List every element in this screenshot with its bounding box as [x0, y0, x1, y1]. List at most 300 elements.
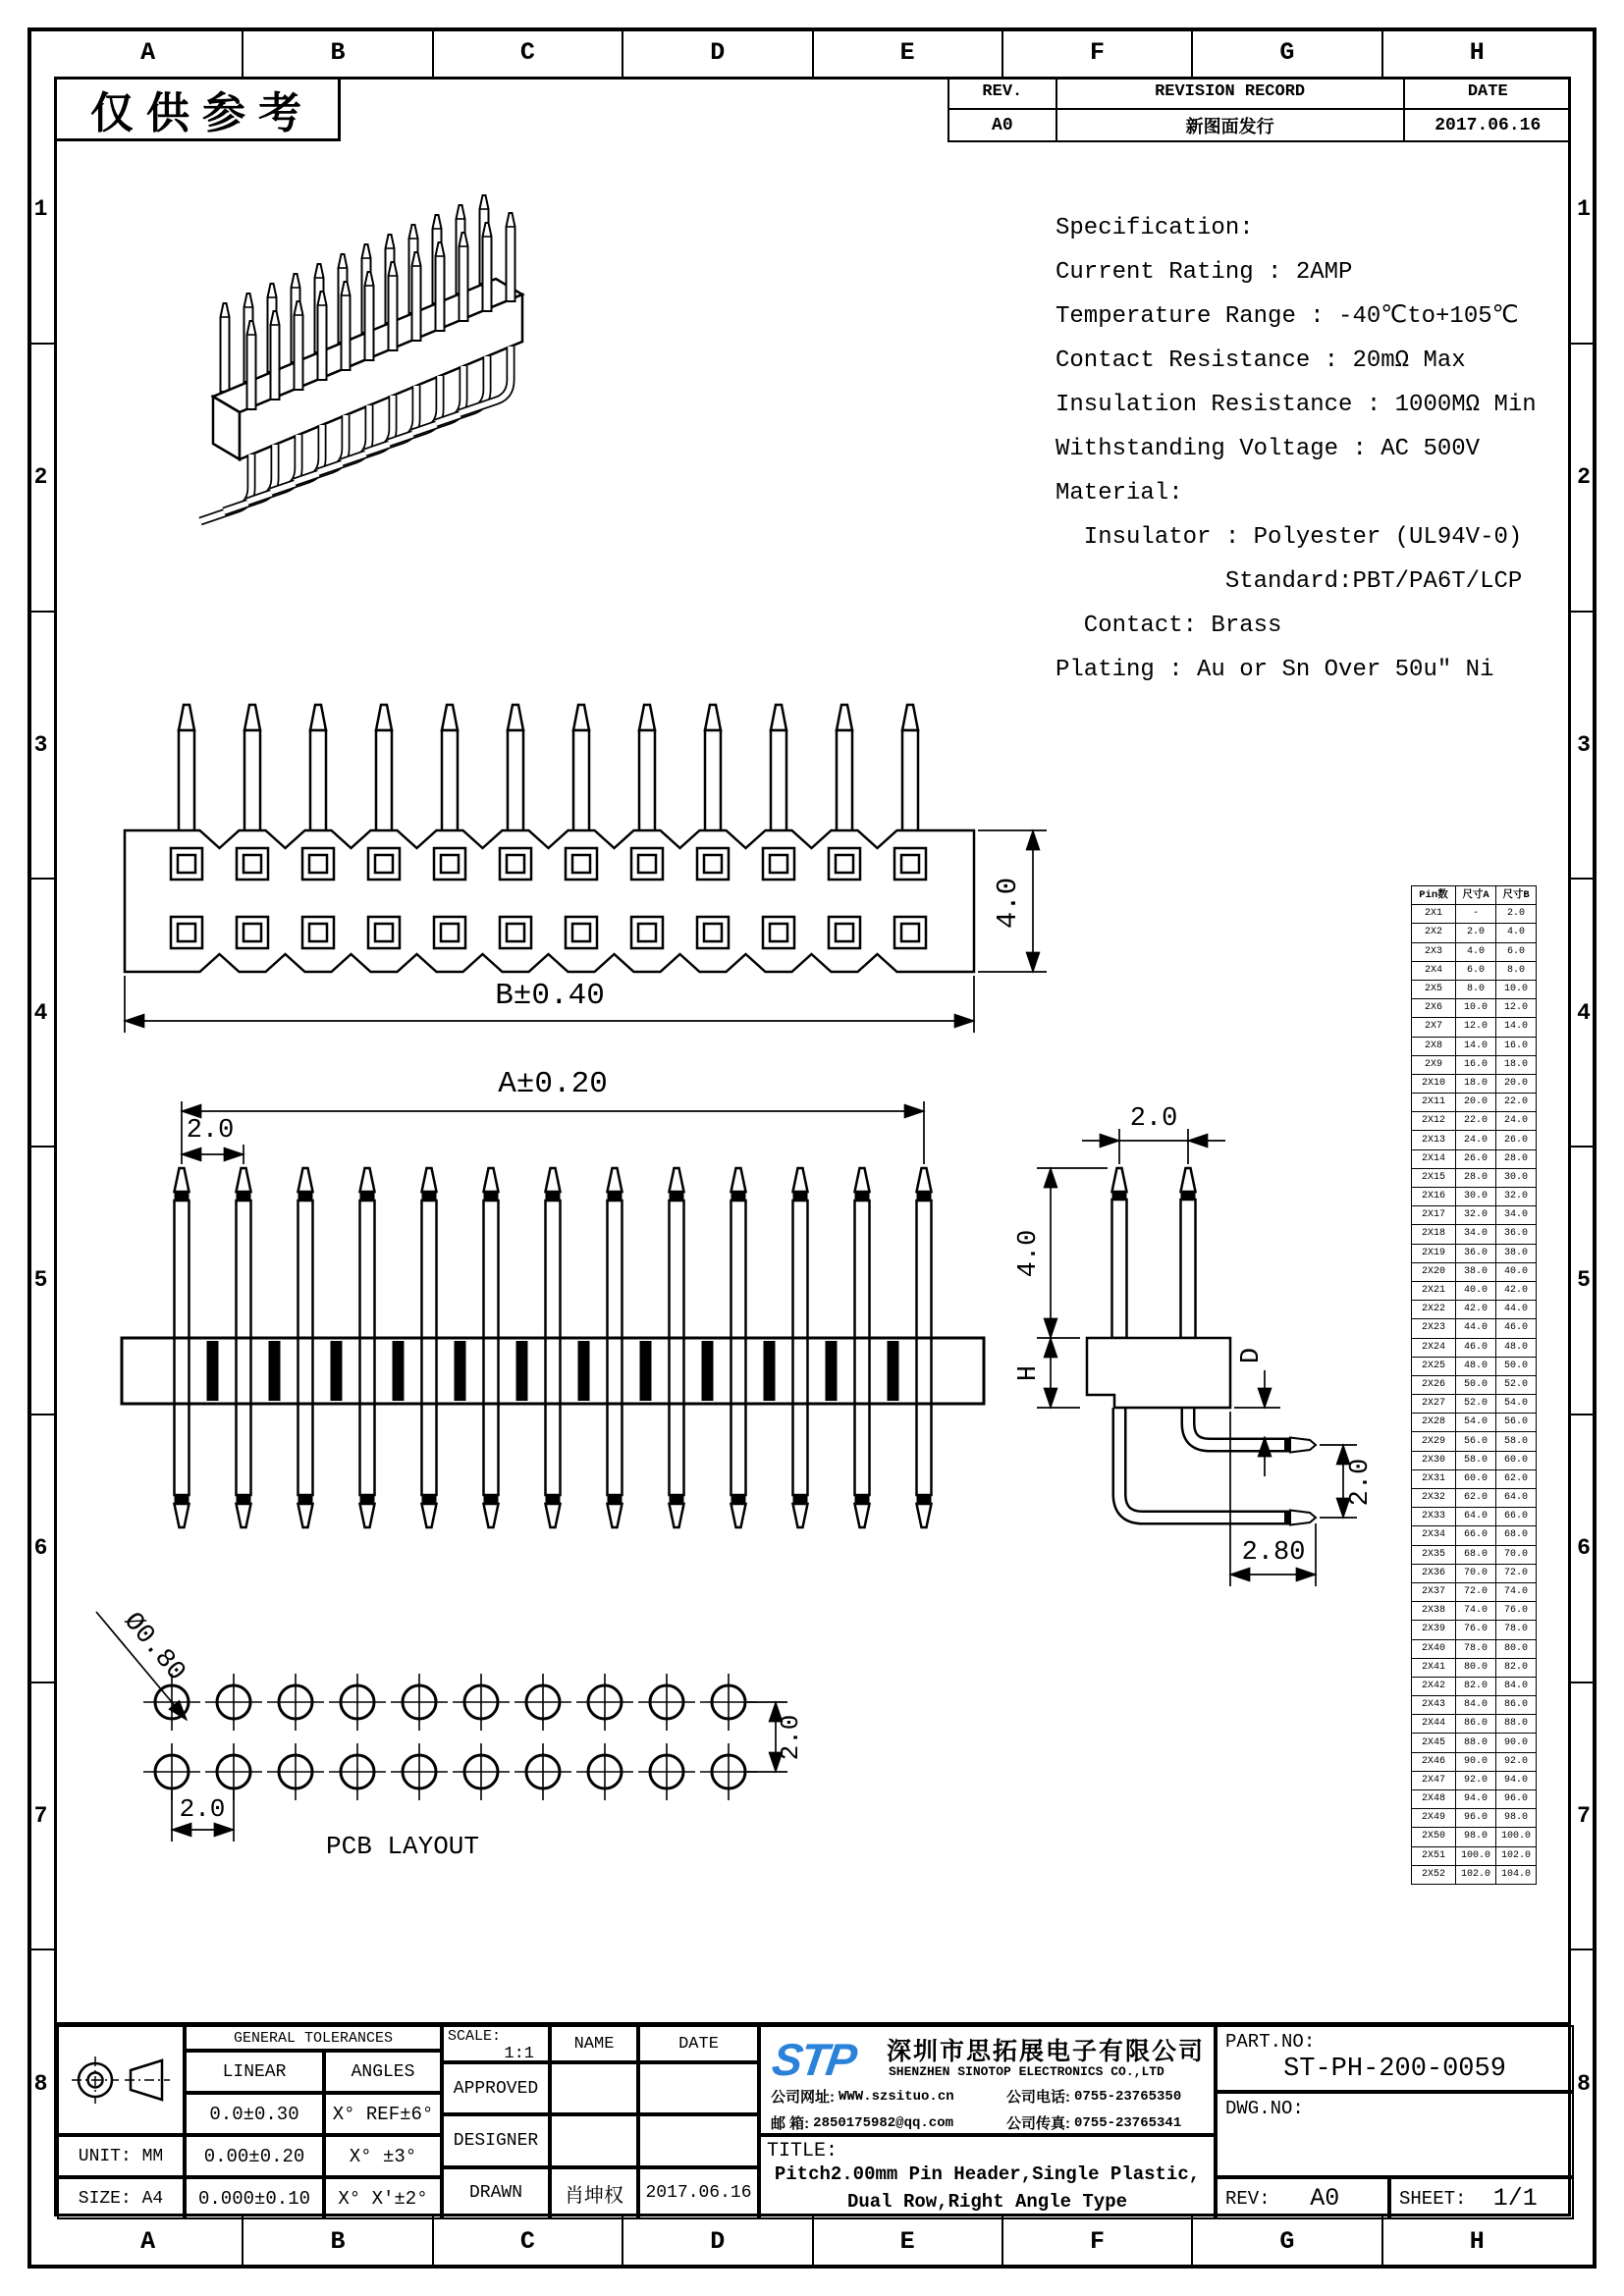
dim-b-cell: 86.0 [1496, 1696, 1537, 1715]
dim-b-cell: 72.0 [1496, 1564, 1537, 1582]
grid-col-label: A [54, 27, 244, 77]
pin-table-row [1412, 1074, 1537, 1093]
dim-side-row-gap: 2.0 [1346, 1458, 1376, 1507]
dim-a-cell: 96.0 [1456, 1809, 1496, 1828]
front-pin [508, 730, 523, 832]
pin-socket-inner [375, 924, 393, 941]
size-text: SIZE: A4 [78, 2188, 164, 2209]
pin-table-row [1412, 1206, 1537, 1225]
body-hatch [331, 1341, 343, 1401]
pin-count-cell: 2X4 [1412, 961, 1456, 980]
body-hatch [516, 1341, 528, 1401]
projection-symbol [60, 2031, 182, 2129]
dim-front-width: B±0.40 [495, 979, 605, 1013]
company-cell [759, 2025, 1216, 2135]
date-header: DATE [678, 2034, 719, 2054]
dim-b-cell: 6.0 [1496, 942, 1537, 961]
pin-table-row [1412, 999, 1537, 1018]
pin-table-row [1412, 1451, 1537, 1469]
pin-socket-inner [507, 924, 524, 941]
date-header-cell [638, 2025, 759, 2062]
dim-b-cell: 44.0 [1496, 1301, 1537, 1319]
dim-a-cell: 62.0 [1456, 1489, 1496, 1508]
top-pin-band [422, 1495, 437, 1504]
top-pin-tip [855, 1504, 870, 1527]
pin-count-cell: 2X44 [1412, 1715, 1456, 1734]
dim-b-cell: 46.0 [1496, 1319, 1537, 1338]
top-pin-tip [484, 1168, 499, 1192]
dim-a-cell: 94.0 [1456, 1790, 1496, 1809]
tolerance-row [185, 2177, 442, 2219]
phone-label: 公司电话: [1006, 2089, 1070, 2106]
pin-socket-inner [836, 924, 853, 941]
top-pin-band [793, 1192, 808, 1201]
side-bent-leg-inner [1119, 1408, 1288, 1518]
dim-a-cell: 64.0 [1456, 1508, 1496, 1526]
phone-value: 0755-23765350 [1074, 2088, 1182, 2105]
dim-pcb-hole-dia: Ø0.80 [117, 1607, 191, 1687]
pin-table-row [1412, 1375, 1537, 1394]
top-pin-tip [175, 1504, 189, 1527]
company-contacts [771, 2086, 1211, 2133]
top-pin [484, 1201, 499, 1495]
top-pin-band [360, 1495, 375, 1504]
dim-b-cell: 92.0 [1496, 1752, 1537, 1771]
pin-socket-inner [244, 924, 261, 941]
linear-tolerance: 0.0±0.30 [185, 2093, 324, 2135]
pin-table-row [1412, 1602, 1537, 1621]
signature-name [550, 2114, 638, 2166]
pin-socket-inner [572, 924, 590, 941]
scale-value: 1:1 [504, 2045, 534, 2062]
pin-count-cell: 2X42 [1412, 1677, 1456, 1695]
company-fax [1006, 2112, 1211, 2133]
top-pin-band [298, 1495, 313, 1504]
side-view [1087, 1168, 1316, 1525]
dim-a-cell: 22.0 [1456, 1112, 1496, 1131]
pin-socket-inner [178, 924, 195, 941]
pin-count-cell: 2X26 [1412, 1375, 1456, 1394]
grid-col-label: F [1003, 27, 1193, 77]
dim-a-cell: 18.0 [1456, 1074, 1496, 1093]
dim-b-cell: 58.0 [1496, 1432, 1537, 1451]
sheet-value: 1/1 [1492, 2184, 1538, 2213]
pin-count-cell: 2X46 [1412, 1752, 1456, 1771]
dim-front-height: 4.0 [992, 877, 1024, 930]
email-label: 邮 箱: [771, 2115, 810, 2132]
company-website [771, 2086, 1006, 2107]
dim-pcb-pitch: 2.0 [179, 1794, 226, 1824]
grid-col-label: C [434, 2216, 623, 2266]
grid-col-label: D [623, 2216, 813, 2266]
dim-b-cell: 36.0 [1496, 1225, 1537, 1244]
drawing-title-line2: Dual Row,Right Angle Type [846, 2191, 1128, 2213]
dim-a-cell: 28.0 [1456, 1168, 1496, 1187]
dim-a-cell: 92.0 [1456, 1771, 1496, 1789]
top-pin [731, 1201, 746, 1495]
top-pin-band [855, 1495, 870, 1504]
rev-header: REV. [949, 77, 1057, 110]
grid-col-label: D [623, 27, 813, 77]
signature-date [638, 2114, 759, 2166]
top-pin-band [237, 1495, 251, 1504]
dim-a-cell: 38.0 [1456, 1262, 1496, 1281]
signature-row [442, 2167, 759, 2219]
pin-count-cell: 2X15 [1412, 1168, 1456, 1187]
grid-col-label: B [244, 27, 433, 77]
front-pin [639, 730, 655, 832]
pin-socket-inner [309, 924, 327, 941]
dim-b-cell: 20.0 [1496, 1074, 1537, 1093]
body-hatch [207, 1341, 219, 1401]
dim-b-cell: 12.0 [1496, 999, 1537, 1018]
front-pin [573, 730, 589, 832]
dim-b-cell: 48.0 [1496, 1338, 1537, 1357]
body-hatch [640, 1341, 652, 1401]
pin-count-cell: 2X11 [1412, 1094, 1456, 1112]
dim-a-cell: 26.0 [1456, 1149, 1496, 1168]
dim-a-cell: 44.0 [1456, 1319, 1496, 1338]
part-no-cell [1216, 2025, 1574, 2092]
website-label: 公司网址: [771, 2089, 835, 2106]
dim-b-cell: 70.0 [1496, 1545, 1537, 1564]
dim-a-cell: 12.0 [1456, 1018, 1496, 1037]
pin-table-row [1412, 1508, 1537, 1526]
pin-count-cell: 2X21 [1412, 1281, 1456, 1300]
pin-socket-inner [309, 855, 327, 873]
top-pin [175, 1201, 189, 1495]
grid-row-label: 3 [1571, 613, 1597, 881]
pin-table-row [1412, 1790, 1537, 1809]
pin-count-cell: 2X6 [1412, 999, 1456, 1018]
record-header: REVISION RECORD [1057, 77, 1405, 110]
signature-role: APPROVED [442, 2062, 550, 2114]
pin-table-row [1412, 1846, 1537, 1865]
dim-b-cell: 54.0 [1496, 1395, 1537, 1414]
dim-a-cell: 2.0 [1456, 924, 1496, 942]
dim-b-cell: 66.0 [1496, 1508, 1537, 1526]
projection-symbol-cell [57, 2025, 185, 2135]
grid-row-label: 4 [27, 880, 54, 1148]
pin-table-row [1412, 1582, 1537, 1601]
title-block [54, 2022, 1571, 2216]
top-pin-tip [731, 1168, 746, 1192]
dim-b-cell: 64.0 [1496, 1489, 1537, 1508]
linear-tolerance: 0.000±0.10 [185, 2177, 324, 2219]
dim-b-cell: 90.0 [1496, 1734, 1537, 1752]
pin-count-cell: 2X40 [1412, 1639, 1456, 1658]
front-pin-tip [179, 705, 194, 730]
pin-table-row [1412, 1037, 1537, 1055]
top-pin-band [731, 1495, 746, 1504]
specification-line: Contact Resistance : 20mΩ Max [1056, 347, 1466, 374]
pin-socket-inner [638, 855, 656, 873]
pin-count-cell: 2X10 [1412, 1074, 1456, 1093]
pin-table-row [1412, 1094, 1537, 1112]
fax-label: 公司传真: [1006, 2115, 1070, 2132]
pin-count-cell: 2X14 [1412, 1149, 1456, 1168]
dim-b-cell: 30.0 [1496, 1168, 1537, 1187]
pin-count-cell: 2X3 [1412, 942, 1456, 961]
top-pin-band [237, 1192, 251, 1201]
dim-b-cell: 100.0 [1496, 1828, 1537, 1846]
email-value: 2850175982@qq.com [813, 2114, 953, 2131]
pin-table-row [1412, 1545, 1537, 1564]
dim-a-cell: 14.0 [1456, 1037, 1496, 1055]
company-email [771, 2112, 1006, 2133]
top-pin [422, 1201, 437, 1495]
signature-role: DESIGNER [442, 2114, 550, 2166]
pin-table-row [1412, 1281, 1537, 1300]
angle-tolerance: X° ±3° [324, 2135, 442, 2177]
dim-a-cell: 50.0 [1456, 1375, 1496, 1394]
pin-count-cell: 2X39 [1412, 1621, 1456, 1639]
pin-table-row [1412, 1658, 1537, 1677]
top-pin-tip [484, 1504, 499, 1527]
sheet-label: SHEET: [1399, 2187, 1467, 2210]
grid-row-label: 3 [27, 613, 54, 881]
dim-a-cell: 8.0 [1456, 980, 1496, 998]
dim-b-cell: 60.0 [1496, 1451, 1537, 1469]
grid-col-label: E [814, 2216, 1003, 2266]
pin-table-row [1412, 1526, 1537, 1545]
pin-count-cell: 2X33 [1412, 1508, 1456, 1526]
signature-date [638, 2062, 759, 2114]
pin-count-cell: 2X34 [1412, 1526, 1456, 1545]
specification-line: Current Rating : 2AMP [1056, 259, 1353, 286]
part-no-value: ST-PH-200-0059 [1283, 2055, 1506, 2084]
top-pin-tip [608, 1504, 623, 1527]
pin-count-cell: 2X17 [1412, 1206, 1456, 1225]
dim-b-cell: 82.0 [1496, 1658, 1537, 1677]
rev-cell [1216, 2177, 1389, 2219]
top-pin-tip [670, 1504, 684, 1527]
top-pin-tip [360, 1168, 375, 1192]
grid-row-label: 5 [27, 1148, 54, 1415]
dim-b-cell: 14.0 [1496, 1018, 1537, 1037]
pin-table-row [1412, 1432, 1537, 1451]
record-value: 新图面发行 [1057, 110, 1405, 143]
specification-line: Specification: [1056, 215, 1254, 241]
pin-table-row [1412, 1262, 1537, 1281]
dim-a-cell: 84.0 [1456, 1696, 1496, 1715]
top-pin-band [360, 1192, 375, 1201]
top-pin [608, 1201, 623, 1495]
dim-a-cell: 68.0 [1456, 1545, 1496, 1564]
grid-row-label: 5 [1571, 1148, 1597, 1415]
side-body [1087, 1338, 1230, 1408]
scale-cell [442, 2025, 550, 2062]
dim-b-cell: 50.0 [1496, 1357, 1537, 1375]
top-pin-tip [237, 1168, 251, 1192]
pin-table-row [1412, 1018, 1537, 1037]
top-pin-tip [175, 1168, 189, 1192]
pin-table-row [1412, 1055, 1537, 1074]
pin-table-row [1412, 1414, 1537, 1432]
body-hatch [269, 1341, 281, 1401]
specification-line: Contact: Brass [1056, 613, 1282, 639]
grid-row-label: 1 [27, 77, 54, 345]
specification-line: Material: [1056, 480, 1183, 507]
specification-line: Standard:PBT/PA6T/LCP [1056, 568, 1523, 595]
grid-row-label: 2 [1571, 345, 1597, 613]
pin-table-row [1412, 1338, 1537, 1357]
dim-b-cell: 40.0 [1496, 1262, 1537, 1281]
dim-a-cell: 54.0 [1456, 1414, 1496, 1432]
top-pin-band [298, 1192, 313, 1201]
front-pin-tip [442, 705, 458, 730]
tolerance-rows [185, 2093, 442, 2219]
pin-table-row [1412, 1168, 1537, 1187]
pin-socket-inner [507, 855, 524, 873]
front-pin [771, 730, 786, 832]
front-pin-tip [771, 705, 786, 730]
dim-a-cell: 86.0 [1456, 1715, 1496, 1734]
pin-table-row [1412, 1131, 1537, 1149]
grid-col-label: C [434, 27, 623, 77]
pin-count-cell: 2X47 [1412, 1771, 1456, 1789]
pin-table-row [1412, 1469, 1537, 1488]
pin-socket-inner [244, 855, 261, 873]
pin-count-cell: 2X27 [1412, 1395, 1456, 1414]
front-pin-tip [837, 705, 852, 730]
grid-row-label: 6 [1571, 1415, 1597, 1683]
pin-table-row [1412, 1809, 1537, 1828]
part-no-label: PART.NO: [1225, 2031, 1316, 2053]
dim-a-cell: 30.0 [1456, 1188, 1496, 1206]
dim-b-cell: 32.0 [1496, 1188, 1537, 1206]
dim-b-cell: 24.0 [1496, 1112, 1537, 1131]
pin-table-row [1412, 1149, 1537, 1168]
side-pin [1181, 1200, 1196, 1338]
top-pin-band [917, 1495, 932, 1504]
pin-socket-inner [704, 924, 722, 941]
dim-top-pitch: 2.0 [186, 1116, 235, 1146]
grid-col-label: A [54, 2216, 244, 2266]
pin-count-cell: 2X32 [1412, 1489, 1456, 1508]
pin-count-cell: 2X13 [1412, 1131, 1456, 1149]
angle-tolerance: X° REF±6° [324, 2093, 442, 2135]
title-cell [759, 2135, 1216, 2219]
pin-count-cell: 2X8 [1412, 1037, 1456, 1055]
grid-row-label: 8 [1577, 2070, 1591, 2097]
pin-table-row [1412, 1489, 1537, 1508]
grid-row-label: 4 [1571, 880, 1597, 1148]
side-pin [1112, 1200, 1127, 1338]
fax-value: 0755-23765341 [1074, 2114, 1182, 2131]
dim-a-cell: 88.0 [1456, 1734, 1496, 1752]
pin-table-row [1412, 1696, 1537, 1715]
top-pin-band [855, 1192, 870, 1201]
pin-table-row [1412, 980, 1537, 998]
pin-count-table [1411, 885, 1537, 1885]
dim-a-cell: 32.0 [1456, 1206, 1496, 1225]
top-pin-band [608, 1495, 623, 1504]
pin-table-row [1412, 1828, 1537, 1846]
tolerances-title: GENERAL TOLERANCES [233, 2029, 394, 2047]
side-pin-tip [1181, 1168, 1196, 1192]
pin-table-row [1412, 1225, 1537, 1244]
front-pin-tip [705, 705, 721, 730]
side-pin-tip [1112, 1168, 1127, 1192]
front-view [125, 705, 974, 972]
grid-col-label: G [1193, 27, 1382, 77]
dim-a-cell: 34.0 [1456, 1225, 1496, 1244]
pin-socket-inner [441, 855, 459, 873]
grid-col-label: G [1193, 2216, 1382, 2266]
dim-b-cell: 22.0 [1496, 1094, 1537, 1112]
unit-text: UNIT: MM [78, 2146, 164, 2166]
pin-table-row [1412, 1752, 1537, 1771]
grid-row-label: 7 [27, 1683, 54, 1951]
pin-socket-inner [178, 855, 195, 873]
top-pin-tip [793, 1504, 808, 1527]
dim-a-cell: 48.0 [1456, 1357, 1496, 1375]
top-pin [917, 1201, 932, 1495]
name-header-cell [550, 2025, 638, 2062]
dim-a-cell: 40.0 [1456, 1281, 1496, 1300]
dim-a-cell: 100.0 [1456, 1846, 1496, 1865]
pin-table-row [1412, 1564, 1537, 1582]
dwg-no-cell [1216, 2092, 1574, 2177]
tolerance-row [185, 2093, 442, 2135]
reference-only-text: 仅供参考 [90, 89, 314, 137]
tolerance-row [185, 2135, 442, 2177]
dim-top-width: A±0.20 [498, 1067, 608, 1101]
linear-header: LINEAR [222, 2061, 287, 2082]
dim-a-cell: 16.0 [1456, 1055, 1496, 1074]
pin-table-row [1412, 1244, 1537, 1262]
dim-a-cell: 52.0 [1456, 1395, 1496, 1414]
pin-table-row [1412, 1301, 1537, 1319]
pin-count-cell: 2X28 [1412, 1414, 1456, 1432]
dim-b-cell: 98.0 [1496, 1809, 1537, 1828]
top-pin-tip [298, 1504, 313, 1527]
rev-value: A0 [1310, 2184, 1340, 2213]
dim-a-cell: 24.0 [1456, 1131, 1496, 1149]
top-pin-tip [298, 1168, 313, 1192]
date-header: DATE [1405, 77, 1571, 110]
body-hatch [888, 1341, 899, 1401]
top-pin [855, 1201, 870, 1495]
dim-b-cell: 68.0 [1496, 1526, 1537, 1545]
leg-tip [1290, 1438, 1316, 1453]
pin-count-cell: 2X23 [1412, 1319, 1456, 1338]
top-pin-band [484, 1495, 499, 1504]
pin-table-row [1412, 924, 1537, 942]
dim-b-cell: 26.0 [1496, 1131, 1537, 1149]
isometric-view [200, 195, 522, 521]
top-pin-band [175, 1495, 189, 1504]
pin-count-cell: 2X9 [1412, 1055, 1456, 1074]
front-pin-tip [639, 705, 655, 730]
pin-socket-inner [770, 924, 787, 941]
grid-col-label: B [244, 2216, 433, 2266]
pin-count-cell: 2X45 [1412, 1734, 1456, 1752]
dim-b-cell: 18.0 [1496, 1055, 1537, 1074]
dim-a-cell: 74.0 [1456, 1602, 1496, 1621]
top-pin-band [608, 1192, 623, 1201]
pin-count-cell: 2X24 [1412, 1338, 1456, 1357]
dim-pcb-row-gap: 2.0 [776, 1714, 805, 1761]
signature-row [442, 2062, 759, 2114]
pin-count-header: Pin数 [1412, 886, 1456, 905]
body-hatch [826, 1341, 838, 1401]
front-pin [310, 730, 326, 832]
side-bent-leg [1119, 1408, 1288, 1518]
dim-a-cell: 10.0 [1456, 999, 1496, 1018]
sheet-cell [1389, 2177, 1574, 2219]
